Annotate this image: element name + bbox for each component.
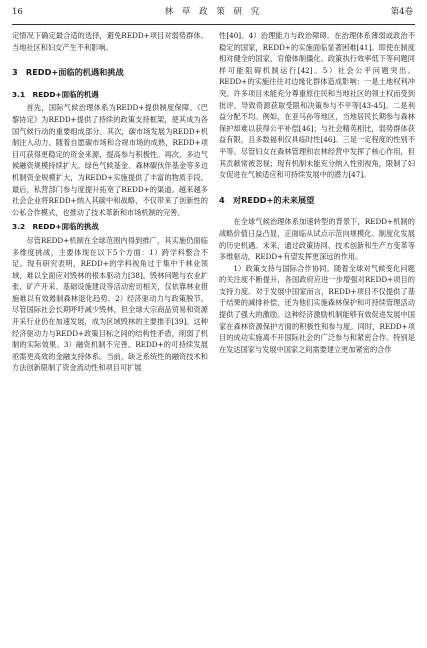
challenges-paragraph: 尽管REDD+机制在全球范围内得到推广，其实施仍面临多维度挑战，主要体现在以下5个方面：1）跨学科整合不足。现有研究表明，REDD+的学科视角过于集中于林业领域，难以全面应对毁林的根本驱动力[38]。毁林问题与农业扩张、矿产开采、基础设施建设等活动密切相关，仅依靠林业措施难以有效遏制森林退化趋势。2）经济驱动力与政策脱节。尽管国际社会长期呼吁减少毁林，但全球大宗商品贸易和资源开采行业仍在加速发展，成为区域毁林的主要推手[39]。这种经济驱动力与REDD+政策目标之间的结构性矛盾，削弱了机制的实际效果。3）融资机制不完善。REDD+的可持续发展亟需更高效的金融支持体系。当前，缺乏系统性的融资技术和方法创新限制了资金流动性和项目可扩展 xyxy=(12,235,208,373)
challenges-continued-paragraph: 性[40]。4）治理能力与政治障碍。在治理体系薄弱或政治不稳定的国家，REDD+的实施面临显著困难[41]。即使在制度相对健全的国家，官僚体制僵化、政策执行效率低下等问题同样可能阻碍机制运行[42]。5）社会公平问题突出。REDD+的实施往往对边缘化群体造成影响：一是土地权利冲突。许多项目未能充分尊重原住民和当地社区的领土权而受到批评，导致资源获取受限和决策参与不平等[43-45]。二是利益分配不均。例如，在亚马孙等地区，当地居民长期参与森林保护却难以获得公平补偿[46]；与社会精英相比，弱势群体获益有限，且多数福利仅具临时性[46]。三是一定程度的性别不平等。尽管妇女在森林管理和农林经营中发挥了核心作用，但其贡献常被忽视；现有机制未能充分纳入性别视角，限制了妇女促进在气候适应和可持续发展中的潜力[47]。 xyxy=(219,31,415,180)
section-3-heading: 3 REDD+面临的机遇和挑战 xyxy=(12,67,124,78)
section-4-heading: 4 对REDD+的未来展望 xyxy=(219,194,315,205)
left-column xyxy=(12,30,208,642)
subsection-3-1-heading: 3.1 REDD+面临的机遇 xyxy=(12,89,99,99)
right-column xyxy=(219,30,415,642)
volume-label: 第4卷 xyxy=(390,7,413,17)
journal-title: 林 草 政 策 研 究 xyxy=(164,7,263,17)
opportunities-paragraph: 首先，国际气候治理体系为REDD+提供制度保障。《巴黎协定》为REDD+提供了持续的政策支持框架，使其成为各国气候行动的重要组成部分。其次，碳市场发展为REDD+机制注入动力。随着自愿碳市场和合规市场的成熟，REDD+项目可获得更稳定的资金来源，提高参与积极性。再次，多边气候融资规模持续扩大。绿色气候基金、森林碳伙伴基金等多边机制资金规模扩大，为REDD+实施提供了丰富的物质手段。最后，私营部门参与度提升拓宽了REDD+的渠道。越来越多社会企业将REDD+纳入其碳中和战略，不仅带来了创新性的公私合作模式，也推动了技术革新和市场机制的完善。 xyxy=(12,103,208,217)
page-header xyxy=(0,0,427,24)
outlook-paragraph: 在全球气候治理体系加速转型的背景下，REDD+机制的战略价值日益凸显，正面临从试点示范向规模化、制度化发展的历史机遇。未来，通过政策协同、技术创新和生产方变革等多维驱动，REDD+有望发挥更深远的作用。 xyxy=(219,217,415,262)
intro-paragraph: 定情况下确定最合适的选择，避免REDD+项目对弱势群体、当地社区和妇女产生不利影响。 xyxy=(12,31,208,52)
page-number: 16 xyxy=(12,7,23,17)
policy-support-paragraph: 1）政策支持与国际合作协同。随着全球对气候变化问题的关注度不断提升，各国政府应进一步增强对REDD+项目的支持力度。对于发展中国家而言，REDD+项目不仅提供了基于结果的减排补偿，还为他们实施森林保护和可持续管理活动提供了强大的激励。这种经济激励机制能够有效促进发展中国家在森林资源保护方面的积极性和参与度。同时，REDD+项目的成功实施离不开国际社会的广泛参与和紧密合作。特别是在发达国家与发展中国家之间需要建立更加紧密的合作 xyxy=(219,263,415,354)
subsection-3-2-heading: 3.2 REDD+面临的挑战 xyxy=(12,222,99,232)
header-rule xyxy=(12,24,415,25)
